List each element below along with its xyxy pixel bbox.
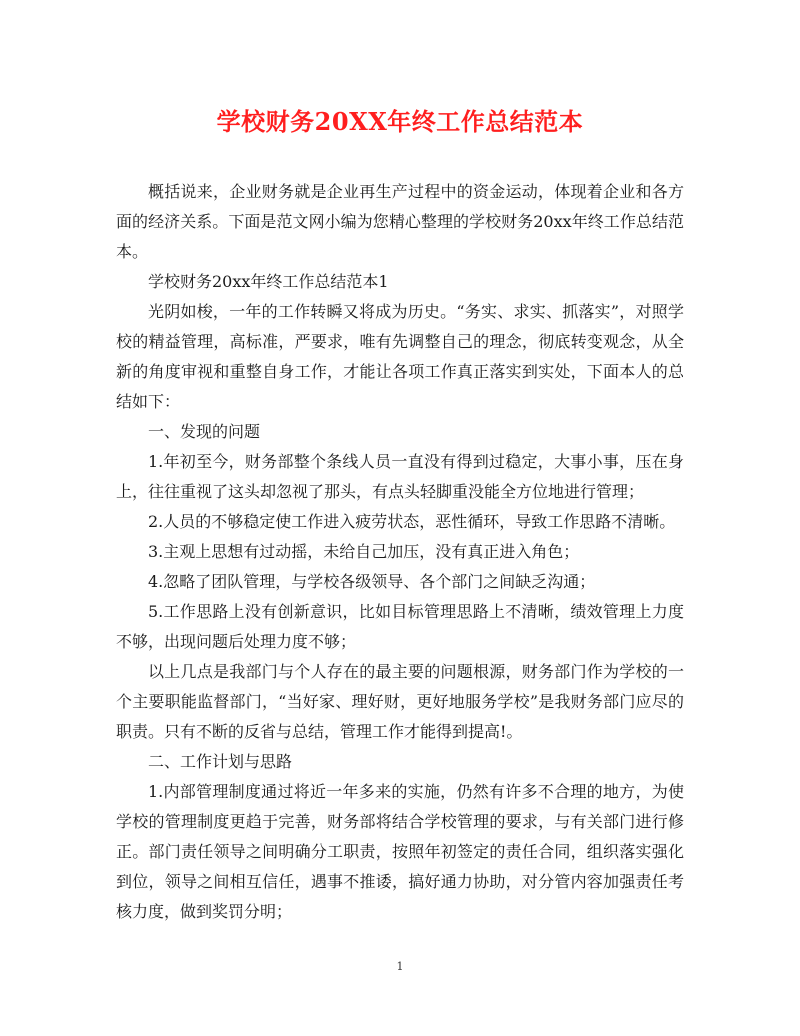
paragraph: 以上几点是我部门与个人存在的最主要的问题根源，财务部门作为学校的一个主要职能监督部门，“当好家、理好财，更好地服务学校”是我财务部门应尽的职责。只有不断的反省与总结，管理工作才能得到提高!。 [116,662,684,741]
intro-paragraph: 概括说来，企业财务就是企业再生产过程中的资金运动，体现着企业和各方面的经济关系。下面是范文网小编为您精心整理的学校财务20xx年终工作总结范本。 [116,182,684,261]
list-item: 5.工作思路上没有创新意识，比如目标管理思路上不清晰，绩效管理上力度不够，出现问题后处理力度不够； [116,602,684,651]
section-heading: 学校财务20xx年终工作总结范本1 [148,272,389,291]
list-item: 1.内部管理制度通过将近一年多来的实施，仍然有许多不合理的地方，为使学校的管理制度更趋于完善，财务部将结合学校管理的要求，与有关部门进行修正。部门责任领导之间明确分工职责，按照年初签定的责任合同，组织落实强化到位，领导之间相互信任，遇事不推诿，搞好通力协助，对分管内容加强责任考核力度，做到奖罚分明； [116,782,684,921]
subheading-problems: 一、发现的问题 [148,422,261,441]
paragraph: 光阴如梭，一年的工作转瞬又将成为历史。“务实、求实、抓落实”，对照学校的精益管理，高标准，严要求，唯有先调整自己的理念，彻底转变观念，从全新的角度审视和重整自身工作，才能让各项工作真正落实到实处，下面本人的总结如下： [116,302,684,411]
list-item: 4.忽略了团队管理，与学校各级领导、各个部门之间缺乏沟通； [148,572,596,591]
page-number: 1 [396,960,404,973]
document-body [116,177,684,927]
list-item: 3.主观上思想有过动摇，未给自己加压，没有真正进入角色； [148,542,580,561]
list-item: 1.年初至今，财务部整个条线人员一直没有得到过稳定，大事小事，压在身上，往往重视了这头却忽视了那头，有点头轻脚重没能全方位地进行管理； [116,452,684,501]
list-item: 2.人员的不够稳定使工作进入疲劳状态，恶性循环，导致工作思路不清晰。 [148,512,676,531]
document-title: 学校财务20XX年终工作总结范本 [216,107,584,136]
subheading-plan: 二、工作计划与思路 [148,752,293,771]
